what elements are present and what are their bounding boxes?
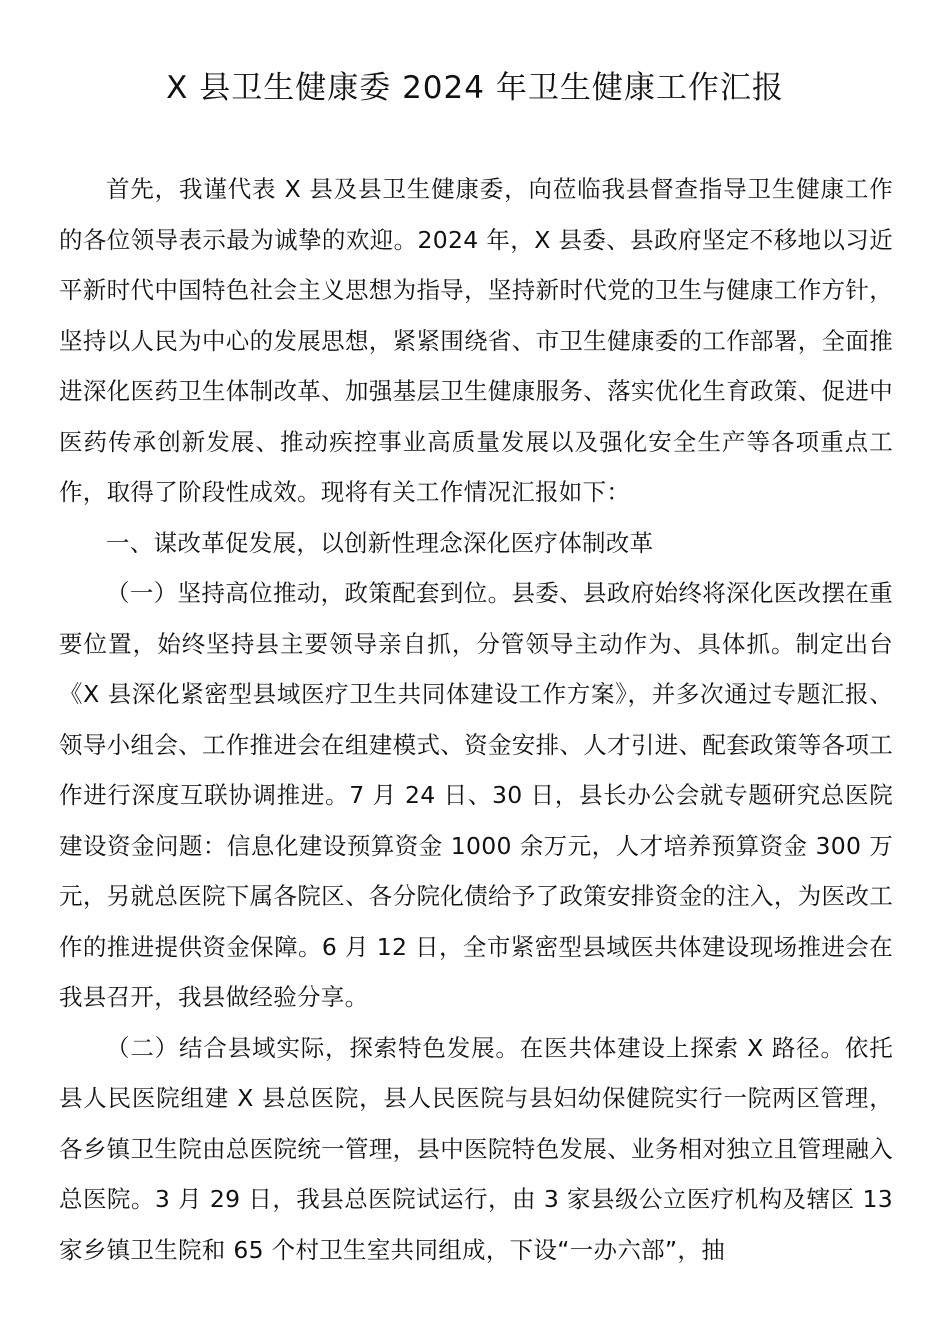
section-heading-1: 一、谋改革促发展，以创新性理念深化医疗体制改革 [106, 528, 654, 557]
subsection-paragraph-1: （一）坚持高位推动，政策配套到位。县委、县政府始终将深化医改摆在重要位置，始终坚持县主要领导亲自抓，分管领导主动作为、具体抓。制定出台《X 县深化紧密型县域医疗卫生共同体建设工作方案》，并多次通过专题汇报、领导小组会、工作推进会在组建模式、资金安排、人才引进、配套政策等各项工作进行深度互联协调推进。7 月 24 日、30 日，县长办公会就专题研究总医院建设资金问题：信息化建设预算资金 1000 余万元，人才培养预算资金 300 万元，另就总医院下属各院区、各分院化债给予了政策安排资金的注入，为医改工作的推进提供资金保障。6 月 12 日，全市紧密型县域医共体建设现场推进会在我县召开，我县做经验分享。 [59, 579, 893, 1011]
document-title: X 县卫生健康委 2024 年卫生健康工作汇报 [166, 70, 784, 106]
subsection-paragraph-2: （二）结合县域实际，探索特色发展。在医共体建设上探索 X 路径。依托县人民医院组建 X 县总医院，县人民医院与县妇幼保健院实行一院两区管理，各乡镇卫生院由总医院统一管理，县中医院特色发展、业务相对独立且管理融入总医院。3 月 29 日，我县总医院试运行，由 3 家县级公立医疗机构及辖区 13 家乡镇卫生院和 65 个村卫生室共同组成，下设“一办六部”，抽 [59, 1033, 893, 1264]
intro-paragraph: 首先，我谨代表 X 县及县卫生健康委，向莅临我县督查指导卫生健康工作的各位领导表示最为诚挚的欢迎。2024 年，X 县委、县政府坚定不移地以习近平新时代中国特色社会主义思想为指导，坚持新时代党的卫生与健康工作方针，坚持以人民为中心的发展思想，紧紧围绕省、市卫生健康委的工作部署，全面推进深化医药卫生体制改革、加强基层卫生健康服务、落实优化生育政策、促进中医药传承创新发展、推动疾控事业高质量发展以及强化安全生产等各项重点工作，取得了阶段性成效。现将有关工作情况汇报如下： [59, 175, 893, 506]
document-body [59, 164, 893, 1275]
